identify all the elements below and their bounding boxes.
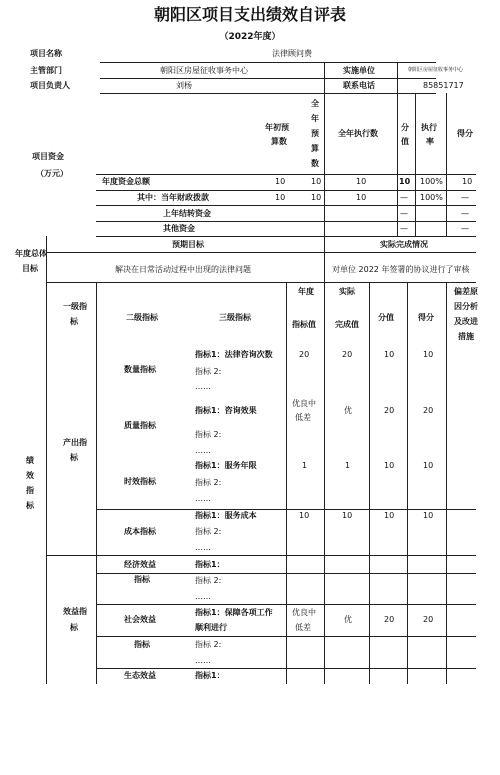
col-initial-budget: 年初预: [265, 123, 289, 132]
funds-row-score: —: [400, 224, 408, 233]
actual-goal-header: 实际完成情况: [380, 240, 428, 249]
h-level1-2: 标: [70, 317, 78, 326]
actual-goal-text: 对单位 2022 年签署的协议进行了审核: [332, 265, 470, 274]
indicator-score: 20: [384, 406, 395, 415]
funds-row-score: —: [400, 193, 408, 202]
indicator-text: 指标1：: [195, 671, 225, 680]
col-initial-budget-2: 算数: [271, 137, 287, 146]
h-actual: 实际: [339, 287, 355, 296]
indicator-text: ……: [195, 446, 211, 455]
indicator-actual: 1: [345, 461, 351, 470]
quality-label: 质量指标: [124, 421, 156, 430]
social-label-tail: 指标: [134, 640, 150, 649]
indicator-text: 指标1：保障各项工作: [195, 608, 273, 617]
h-level2: 二级指标: [126, 313, 158, 322]
col-full-year-5: 数: [311, 159, 319, 168]
indicator-year: 优良中: [292, 399, 316, 408]
indicator-text: 指标1：服务年限: [195, 461, 257, 470]
h-level3: 三级指标: [219, 313, 251, 322]
funds-row-points: —: [461, 224, 469, 233]
dept-value: 朝阳区房屋征收事务中心: [160, 66, 248, 75]
perf-side-label: 效: [26, 471, 34, 480]
phone-value: 85851717: [423, 81, 464, 90]
h-score: 分值: [378, 313, 394, 322]
expected-goal-header: 预期目标: [172, 240, 204, 249]
funds-row-label: 其他资金: [163, 224, 195, 233]
perf-side-label: 绩: [26, 456, 34, 465]
page-title: 朝阳区项目支出绩效自评表: [153, 5, 346, 24]
project-name-value: 法律顾问费: [272, 49, 312, 58]
col-full-year-2: 年: [311, 114, 319, 123]
quantity-label: 数量指标: [124, 365, 156, 374]
funds-row-points: —: [461, 209, 469, 218]
funds-row-full: 10: [311, 193, 322, 202]
dept-label: 主管部门: [30, 66, 62, 75]
indicator-text: ……: [195, 494, 211, 503]
leader-label: 项目负责人: [30, 81, 70, 90]
indicator-points: 20: [423, 406, 434, 415]
indicator-score: 10: [384, 511, 395, 520]
eco-label: 生态效益: [124, 671, 156, 680]
indicator-text: 指标1：: [195, 560, 225, 569]
funds-row-label: 其中：当年财政拨款: [137, 193, 209, 202]
col-full-year-3: 预: [311, 129, 319, 138]
perf-side-label: 标: [26, 501, 34, 510]
h-year: 年度: [298, 287, 314, 296]
funds-row-rate: 100%: [420, 177, 443, 186]
indicator-actual: 20: [342, 350, 353, 359]
col-score-2: 值: [401, 137, 409, 146]
indicator-points: 10: [423, 511, 434, 520]
funds-row-initial: 10: [275, 193, 286, 202]
indicator-text: ……: [195, 543, 211, 552]
indicator-points: 20: [423, 615, 434, 624]
social-label: 社会效益: [124, 615, 156, 624]
indicator-text: 指标 2:: [195, 430, 222, 439]
cost-label: 成本指标: [124, 527, 156, 536]
h-year-2: 指标值: [292, 320, 316, 329]
col-full-year-4: 算: [311, 144, 319, 153]
indicator-year-2: 低差: [295, 413, 311, 422]
funds-section-label: 项目资金: [32, 152, 64, 161]
indicator-text: 指标 2:: [195, 527, 222, 536]
indicator-text: ……: [195, 656, 211, 665]
indicator-year: 优良中: [292, 608, 316, 617]
indicator-points: 10: [423, 350, 434, 359]
funds-row-label: 年度资金总额: [102, 177, 150, 186]
indicator-year: 1: [302, 461, 308, 470]
indicator-actual: 10: [342, 511, 353, 520]
funds-row-points: —: [461, 193, 469, 202]
col-exec: 全年执行数: [338, 129, 378, 138]
h-reason: 偏差原: [454, 287, 478, 296]
h-actual-2: 完成值: [335, 320, 359, 329]
col-score: 分: [401, 123, 409, 132]
goals-label-2: 目标: [22, 264, 38, 273]
h-level1: 一级指: [63, 302, 87, 311]
h-reason: 及改进: [454, 317, 478, 326]
indicator-score: 10: [384, 461, 395, 470]
h-points: 得分: [418, 313, 434, 322]
indicator-text: 指标1：法律咨询次数: [195, 350, 273, 359]
econ-label-tail: 指标: [134, 575, 150, 584]
indicator-points: 10: [423, 461, 434, 470]
page-subtitle: （2022年度）: [219, 32, 281, 42]
indicator-text: 指标1：服务成本: [195, 511, 257, 520]
indicator-text: ……: [195, 592, 211, 601]
funds-row-label: 上年结转资金: [163, 209, 211, 218]
funds-section-unit: （万元）: [36, 169, 68, 178]
funds-row-exec: 10: [356, 193, 367, 202]
perf-side-label: 指: [26, 486, 34, 495]
benefit-indicator-label-2: 标: [70, 623, 78, 632]
impl-value: 朝阳区房屋征收事务中心: [408, 67, 464, 73]
indicator-year: 20: [299, 350, 310, 359]
funds-row-full: 10: [311, 177, 322, 186]
indicator-text: ……: [195, 382, 211, 391]
col-points: 得分: [457, 129, 473, 138]
funds-row-points: 10: [462, 177, 473, 186]
funds-row-exec: 10: [356, 177, 367, 186]
output-indicator-label: 产出指: [63, 438, 87, 447]
indicator-actual: 优: [344, 615, 352, 624]
leader-value: 刘杨: [176, 81, 192, 90]
indicator-score: 20: [384, 615, 395, 624]
indicator-actual: 优: [344, 406, 352, 415]
col-full-year-1: 全: [311, 99, 319, 108]
indicator-text: 指标 2:: [195, 576, 222, 585]
phone-label: 联系电话: [343, 81, 375, 90]
funds-row-initial: 10: [275, 177, 286, 186]
indicator-text: 指标 2:: [195, 478, 222, 487]
time-label: 时效指标: [124, 477, 156, 486]
benefit-indicator-label: 效益指: [63, 607, 87, 616]
h-reason: 措施: [458, 332, 474, 341]
goals-label: 年度总体: [15, 249, 47, 258]
funds-row-score: —: [400, 209, 408, 218]
indicator-text: 指标 2:: [195, 640, 222, 649]
h-reason: 因分析: [454, 302, 478, 311]
funds-row-rate: 100%: [420, 193, 443, 202]
expected-goal-text: 解决在日常活动过程中出现的法律问题: [115, 265, 251, 274]
funds-row-score: 10: [399, 177, 411, 186]
econ-label: 经济效益: [124, 560, 156, 569]
impl-label: 实施单位: [343, 66, 375, 75]
indicator-year-2: 低差: [295, 623, 311, 632]
indicator-text: 指标1：咨询效果: [195, 406, 257, 415]
output-indicator-label-2: 标: [70, 453, 78, 462]
indicator-text-2: 顺利进行: [195, 623, 227, 632]
indicator-year: 10: [299, 511, 310, 520]
project-name-label: 项目名称: [30, 49, 62, 58]
indicator-score: 10: [384, 350, 395, 359]
col-rate: 执行: [421, 123, 437, 132]
indicator-text: 指标 2:: [195, 367, 222, 376]
col-rate-2: 率: [426, 137, 434, 146]
